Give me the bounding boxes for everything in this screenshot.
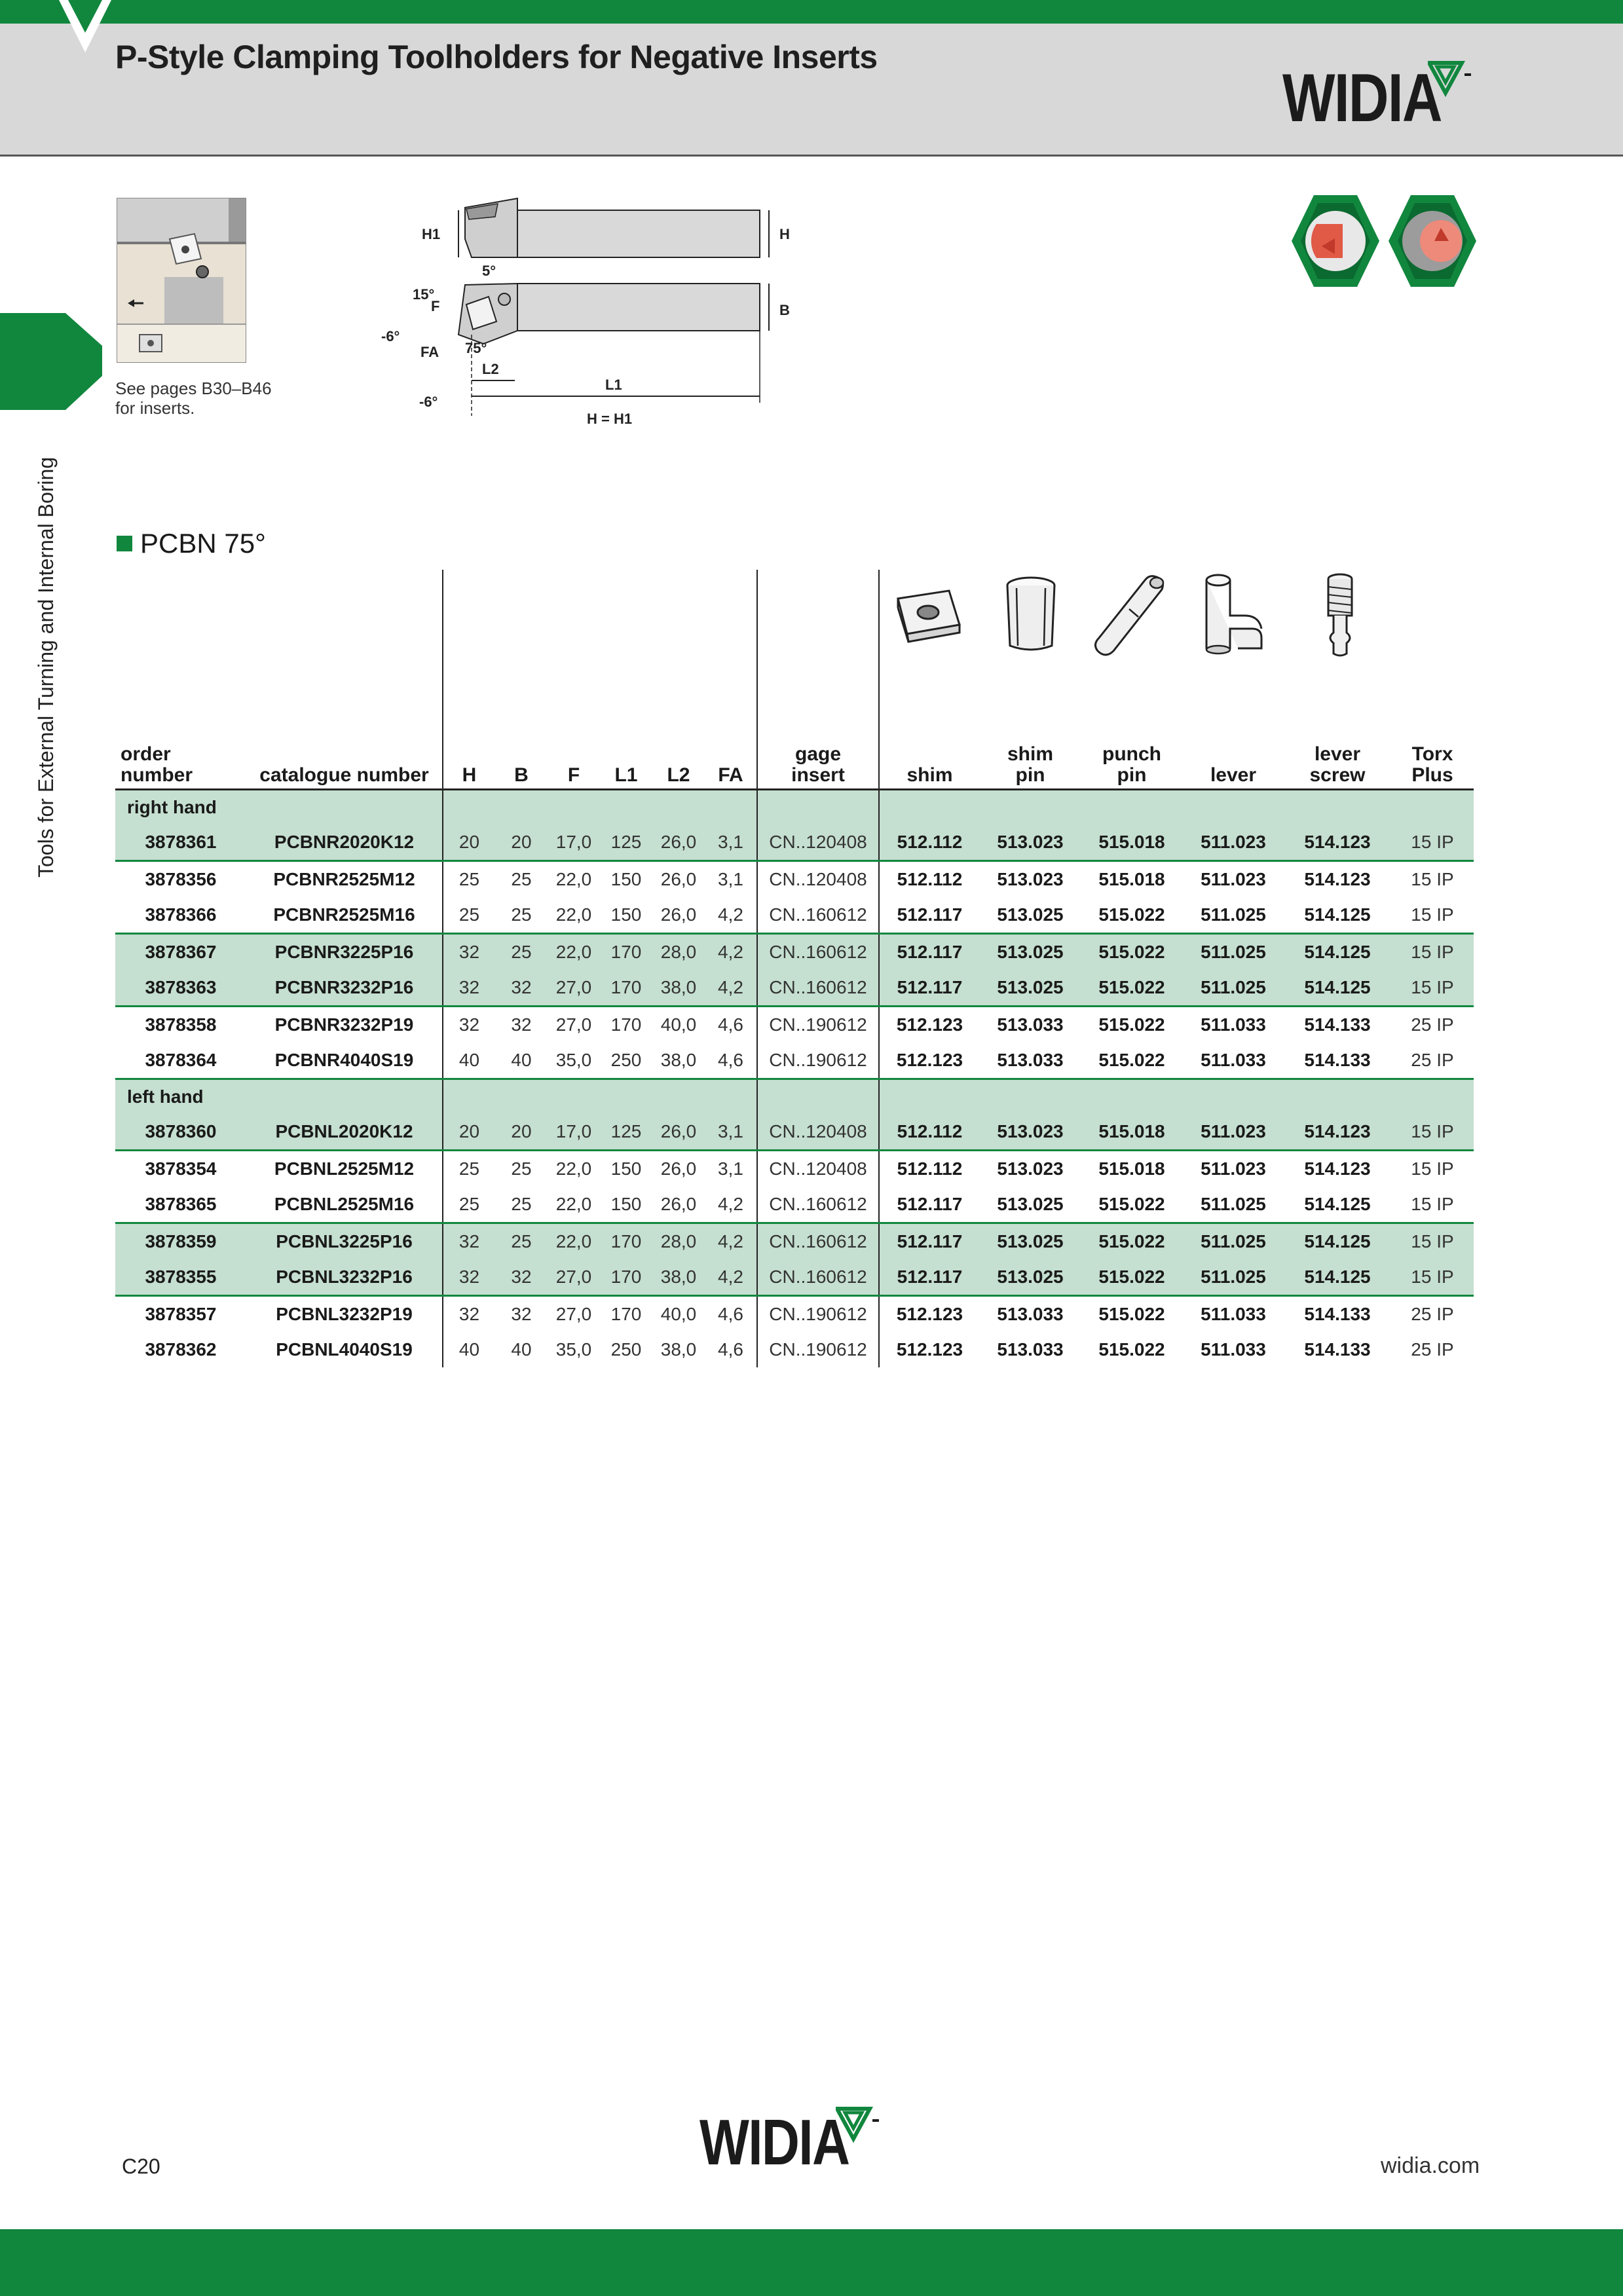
cell-order: 3878359	[115, 1223, 246, 1260]
section-title: PCBN 75°	[140, 528, 266, 559]
cell-H: 20	[443, 824, 495, 861]
cell-lever-screw: 514.123	[1284, 1151, 1391, 1187]
cell-shim: 512.117	[879, 897, 980, 934]
cell-order: 3878357	[115, 1296, 246, 1333]
cell-F: 17,0	[548, 1114, 600, 1151]
group-label: left hand	[115, 1079, 246, 1115]
col-catalogue-number: catalogue number	[246, 570, 443, 790]
cell-punch-pin: 515.018	[1081, 1151, 1183, 1187]
gray-material-icon	[1389, 195, 1476, 287]
cell-punch-pin: 515.022	[1081, 970, 1183, 1007]
material-icons	[1290, 191, 1480, 296]
cell-lever-screw: 514.125	[1304, 1194, 1371, 1214]
cell-L2: 38,0	[652, 970, 705, 1007]
widia-triangle-icon	[1428, 59, 1474, 98]
cell-gage: CN..160612	[757, 970, 879, 1007]
cell-H: 25	[443, 897, 495, 934]
cell-lever-screw: 514.125	[1284, 970, 1391, 1007]
col-shim-pin: shim pin	[980, 570, 1081, 790]
cell-shim-pin: 513.033	[997, 1050, 1064, 1070]
cell-L1: 250	[610, 1050, 642, 1070]
cell-L2: 38,0	[660, 1339, 697, 1360]
cell-catalogue: PCBNR2020K12	[246, 824, 443, 861]
cell-shim-pin: 513.033	[980, 1296, 1081, 1333]
table-group-row	[115, 1079, 1474, 1115]
group-label: right hand	[115, 790, 246, 825]
cell-catalogue: PCBNR4040S19	[274, 1050, 414, 1070]
cell-FA: 4,2	[718, 904, 743, 925]
cell-punch-pin: 515.022	[1081, 1223, 1183, 1260]
cell-lever: 511.023	[1183, 861, 1284, 898]
cell-catalogue: PCBNL2525M16	[274, 1194, 415, 1214]
cell-gage: CN..160612	[757, 1259, 879, 1296]
lever-screw-icon	[1314, 570, 1366, 661]
cell-lever-screw: 514.133	[1304, 1050, 1371, 1070]
cell-F: 35,0	[555, 1050, 592, 1070]
cell-lever-screw: 514.133	[1284, 1007, 1391, 1043]
cell-F: 35,0	[555, 1339, 592, 1360]
cell-torx: 15 IP	[1391, 861, 1474, 898]
table-row	[115, 934, 1474, 971]
cell-torx: 25 IP	[1391, 1007, 1474, 1043]
dim-l1: L1	[605, 377, 622, 393]
section-bullet-icon	[117, 536, 132, 551]
cell-FA: 4,6	[705, 1296, 757, 1333]
col-h: H	[443, 570, 495, 790]
cell-catalogue: PCBNR3225P16	[246, 934, 443, 971]
table-row	[115, 861, 1474, 898]
cell-B: 20	[495, 824, 548, 861]
col-torx-plus: Torx Plus	[1391, 570, 1474, 790]
cell-L1: 170	[600, 1296, 652, 1333]
cell-shim-pin: 513.023	[980, 1114, 1081, 1151]
lever-icon	[1196, 570, 1275, 661]
cell-order: 3878354	[115, 1151, 246, 1187]
cell-torx: 15 IP	[1391, 1259, 1474, 1296]
cell-FA: 4,6	[718, 1339, 743, 1360]
cell-shim-pin: 513.023	[980, 861, 1081, 898]
cell-L1: 125	[600, 824, 652, 861]
cell-punch-pin: 515.022	[1098, 1339, 1165, 1360]
cell-H: 32	[443, 1007, 495, 1043]
cell-FA: 3,1	[705, 861, 757, 898]
cell-H: 32	[443, 934, 495, 971]
cell-B: 32	[495, 970, 548, 1007]
footer-url[interactable]: widia.com	[1381, 2153, 1480, 2178]
cell-B: 32	[495, 1007, 548, 1043]
cell-FA: 4,2	[718, 1194, 743, 1214]
spec-table	[115, 570, 1474, 1367]
cell-shim: 512.117	[879, 970, 980, 1007]
cell-gage: CN..120408	[757, 1151, 879, 1187]
table-row	[115, 824, 1474, 861]
cell-gage: CN..190612	[757, 1332, 879, 1367]
note-line-1: See pages B30–B46	[115, 379, 272, 398]
cell-L1: 170	[600, 970, 652, 1007]
dim-relation: H = H1	[587, 411, 633, 427]
cell-shim-pin: 513.025	[980, 934, 1081, 971]
bottom-green-bar	[0, 2229, 1623, 2296]
cell-lever-screw: 514.125	[1284, 1223, 1391, 1260]
cell-F: 27,0	[548, 1007, 600, 1043]
cell-shim-pin: 513.023	[980, 824, 1081, 861]
cell-shim-pin: 513.025	[980, 1259, 1081, 1296]
cell-lever: 511.025	[1183, 934, 1284, 971]
cell-B: 25	[511, 904, 532, 925]
cell-F: 22,0	[555, 904, 592, 925]
cell-shim-pin: 513.023	[980, 1151, 1081, 1187]
cell-catalogue: PCBNL2525M12	[246, 1151, 443, 1187]
cell-B: 25	[495, 934, 548, 971]
cell-gage: CN..120408	[757, 1114, 879, 1151]
table-row	[115, 1151, 1474, 1187]
cell-H: 20	[443, 1114, 495, 1151]
cell-lever-screw: 514.123	[1284, 861, 1391, 898]
dim-f: F	[431, 298, 440, 314]
cell-B: 32	[495, 1296, 548, 1333]
cell-L2: 26,0	[660, 904, 697, 925]
cell-shim: 512.117	[879, 1223, 980, 1260]
cell-L2: 38,0	[652, 1259, 705, 1296]
cell-shim-pin: 513.025	[980, 1223, 1081, 1260]
cell-F: 22,0	[555, 1194, 592, 1214]
cell-lever: 511.033	[1183, 1007, 1284, 1043]
cell-L2: 40,0	[652, 1007, 705, 1043]
cell-gage: CN..190612	[757, 1043, 879, 1079]
cell-torx: 25 IP	[1391, 1296, 1474, 1333]
cell-punch-pin: 515.022	[1098, 904, 1165, 925]
cell-L1: 170	[600, 1223, 652, 1260]
cell-L1: 125	[600, 1114, 652, 1151]
cell-punch-pin: 515.022	[1081, 1296, 1183, 1333]
cell-L1: 250	[610, 1339, 642, 1360]
cell-H: 25	[443, 1151, 495, 1187]
cell-F: 27,0	[548, 1259, 600, 1296]
cell-F: 22,0	[548, 1151, 600, 1187]
cell-shim: 512.112	[879, 1114, 980, 1151]
angle-neg6-top: -6°	[381, 328, 400, 344]
col-gage-insert: gage insert	[757, 570, 879, 790]
cell-B: 25	[495, 1223, 548, 1260]
col-l1: L1	[600, 570, 652, 790]
cell-L1: 150	[610, 904, 642, 925]
cell-H: 32	[443, 970, 495, 1007]
logo-wordmark-footer: WIDIA	[700, 2106, 849, 2178]
cell-FA: 3,1	[705, 1151, 757, 1187]
cell-L1: 150	[600, 861, 652, 898]
cell-shim-pin: 513.025	[997, 904, 1064, 925]
section-side-tab	[0, 313, 102, 410]
col-f: F	[548, 570, 600, 790]
shim-pin-icon	[998, 572, 1064, 657]
cell-F: 27,0	[548, 970, 600, 1007]
cell-F: 27,0	[548, 1296, 600, 1333]
cell-H: 32	[443, 1259, 495, 1296]
cell-L2: 26,0	[660, 1194, 697, 1214]
cell-shim-pin: 513.025	[980, 970, 1081, 1007]
col-lever: lever	[1183, 570, 1284, 790]
cell-torx: 25 IP	[1411, 1050, 1454, 1070]
cell-L1: 170	[600, 1259, 652, 1296]
cell-lever: 511.033	[1201, 1050, 1266, 1070]
cell-B: 25	[511, 1194, 532, 1214]
col-b: B	[495, 570, 548, 790]
cell-lever-screw: 514.133	[1304, 1339, 1371, 1360]
cell-lever-screw: 514.125	[1284, 1259, 1391, 1296]
cell-lever: 511.025	[1183, 1259, 1284, 1296]
col-order-number: order number	[115, 570, 246, 790]
cell-F: 22,0	[548, 1223, 600, 1260]
cell-shim: 512.123	[879, 1007, 980, 1043]
cell-L2: 28,0	[652, 1223, 705, 1260]
cell-L2: 26,0	[652, 1114, 705, 1151]
inserts-reference-note	[115, 379, 272, 418]
cell-lever-screw: 514.133	[1284, 1296, 1391, 1333]
dim-h1: H1	[422, 226, 441, 242]
cell-FA: 4,2	[705, 1223, 757, 1260]
cell-order: 3878363	[115, 970, 246, 1007]
cell-B: 32	[495, 1259, 548, 1296]
table-row	[115, 1296, 1474, 1333]
cell-punch-pin: 515.022	[1098, 1194, 1165, 1214]
table-row	[115, 970, 1474, 1007]
cell-B: 25	[495, 1151, 548, 1187]
cell-H: 40	[443, 1043, 495, 1079]
table-group-row	[115, 790, 1474, 825]
table-row	[115, 897, 1474, 934]
cell-L1: 170	[600, 1007, 652, 1043]
cell-torx: 15 IP	[1391, 970, 1474, 1007]
cell-F: 22,0	[548, 934, 600, 971]
cell-lever-screw: 514.125	[1304, 904, 1371, 925]
cell-lever-screw: 514.125	[1284, 934, 1391, 971]
cell-B: 20	[495, 1114, 548, 1151]
punch-pin-icon	[1090, 570, 1175, 661]
cell-L1: 150	[610, 1194, 642, 1214]
cell-shim-pin: 513.033	[980, 1007, 1081, 1043]
cell-B: 25	[495, 861, 548, 898]
cell-lever: 511.025	[1183, 1223, 1284, 1260]
cell-punch-pin: 515.022	[1098, 1050, 1165, 1070]
cell-H: 32	[443, 1296, 495, 1333]
cell-punch-pin: 515.018	[1081, 1114, 1183, 1151]
shim-icon	[889, 579, 967, 651]
angle-15: 15°	[413, 286, 435, 303]
cell-punch-pin: 515.022	[1081, 934, 1183, 971]
red-material-icon	[1292, 195, 1379, 287]
cell-lever: 511.033	[1183, 1296, 1284, 1333]
table-row	[115, 1043, 1474, 1079]
table-row	[115, 1187, 1474, 1223]
col-fa: FA	[705, 570, 757, 790]
cell-L2: 28,0	[652, 934, 705, 971]
cell-order: 3878356	[115, 861, 246, 898]
cell-order: 3878360	[115, 1114, 246, 1151]
cell-order: 3878358	[115, 1007, 246, 1043]
cell-punch-pin: 515.022	[1081, 1259, 1183, 1296]
cell-lever: 511.033	[1201, 1339, 1266, 1360]
cell-B: 40	[511, 1050, 532, 1070]
widia-logo	[1282, 60, 1476, 136]
cell-FA: 3,1	[705, 824, 757, 861]
cell-FA: 4,6	[718, 1050, 743, 1070]
cell-H: 25	[443, 861, 495, 898]
cell-L2: 26,0	[652, 1151, 705, 1187]
table-body	[115, 790, 1474, 1368]
cell-gage: CN..160612	[757, 1187, 879, 1223]
cell-B: 40	[511, 1339, 532, 1360]
cell-shim: 512.117	[879, 1187, 980, 1223]
cell-shim: 512.112	[879, 824, 980, 861]
angle-75: 75°	[465, 340, 487, 356]
cell-order: 3878367	[115, 934, 246, 971]
table-row	[115, 1007, 1474, 1043]
table-row	[115, 1332, 1474, 1367]
cell-order: 3878366	[145, 904, 217, 925]
cell-catalogue: PCBNR3232P19	[246, 1007, 443, 1043]
dim-b: B	[779, 302, 790, 318]
widia-triangle-icon	[836, 2105, 882, 2144]
cell-lever: 511.025	[1201, 904, 1266, 925]
cell-catalogue: PCBNL3225P16	[246, 1223, 443, 1260]
cell-gage: CN..190612	[757, 1296, 879, 1333]
cell-FA: 4,2	[705, 934, 757, 971]
cell-L2: 40,0	[652, 1296, 705, 1333]
cell-catalogue: PCBNR2525M16	[273, 904, 415, 925]
corner-notch-icon	[0, 0, 111, 59]
cell-F: 22,0	[548, 861, 600, 898]
cell-FA: 4,2	[705, 1259, 757, 1296]
angle-5: 5°	[482, 263, 496, 279]
cell-torx: 15 IP	[1391, 824, 1474, 861]
logo-wordmark: WIDIA	[1282, 60, 1442, 136]
cell-torx: 15 IP	[1411, 1194, 1454, 1214]
cell-torx: 15 IP	[1391, 934, 1474, 971]
table-row	[115, 1114, 1474, 1151]
cell-shim: 512.123	[879, 1043, 980, 1079]
side-label: Tools for External Turning and Internal Boring	[34, 456, 58, 878]
cell-torx: 15 IP	[1391, 1114, 1474, 1151]
cell-torx: 15 IP	[1391, 1223, 1474, 1260]
cell-lever-screw: 514.123	[1284, 824, 1391, 861]
cell-catalogue: PCBNL3232P16	[246, 1259, 443, 1296]
cell-torx: 15 IP	[1391, 1151, 1474, 1187]
cell-L2: 26,0	[652, 824, 705, 861]
cell-shim: 512.117	[879, 934, 980, 971]
cell-torx: 15 IP	[1411, 904, 1454, 925]
cell-FA: 4,6	[705, 1007, 757, 1043]
table-row	[115, 1223, 1474, 1260]
page-title: P-Style Clamping Toolholders for Negative Inserts	[115, 39, 878, 75]
cell-H: 40	[443, 1332, 495, 1367]
cell-catalogue: PCBNL4040S19	[276, 1339, 413, 1360]
cell-lever: 511.023	[1183, 1151, 1284, 1187]
dim-l2: L2	[482, 361, 499, 377]
cell-order: 3878362	[145, 1339, 217, 1360]
cell-shim: 512.117	[879, 1259, 980, 1296]
cell-gage: CN..190612	[757, 1007, 879, 1043]
cell-shim: 512.123	[879, 1296, 980, 1333]
cell-shim: 512.123	[879, 1332, 980, 1367]
col-punch-pin: punch pin	[1081, 570, 1183, 790]
cell-punch-pin: 515.018	[1081, 824, 1183, 861]
dim-fa: FA	[420, 344, 439, 360]
angle-neg6-bottom: -6°	[419, 394, 438, 410]
cell-gage: CN..120408	[757, 861, 879, 898]
cell-punch-pin: 515.022	[1081, 1007, 1183, 1043]
cell-shim: 512.112	[879, 861, 980, 898]
cell-H: 32	[443, 1223, 495, 1260]
cell-FA: 4,2	[705, 970, 757, 1007]
cell-order: 3878361	[115, 824, 246, 861]
cell-shim-pin: 513.033	[997, 1339, 1064, 1360]
cell-catalogue: PCBNL2020K12	[246, 1114, 443, 1151]
cell-H: 25	[443, 1187, 495, 1223]
col-shim: shim	[879, 570, 980, 790]
top-green-bar	[0, 0, 1623, 24]
cell-gage: CN..160612	[757, 934, 879, 971]
cell-lever: 511.023	[1183, 1114, 1284, 1151]
cell-lever: 511.025	[1183, 970, 1284, 1007]
cell-catalogue: PCBNL3232P19	[246, 1296, 443, 1333]
cell-catalogue: PCBNR3232P16	[246, 970, 443, 1007]
cell-torx: 25 IP	[1411, 1339, 1454, 1360]
cell-F: 17,0	[548, 824, 600, 861]
cell-FA: 3,1	[705, 1114, 757, 1151]
cell-punch-pin: 515.018	[1081, 861, 1183, 898]
cell-gage: CN..120408	[757, 824, 879, 861]
cell-shim-pin: 513.025	[997, 1194, 1064, 1214]
note-line-2: for inserts.	[115, 398, 195, 418]
widia-logo-footer	[700, 2106, 882, 2178]
cell-order: 3878365	[145, 1194, 217, 1214]
cell-catalogue: PCBNR2525M12	[246, 861, 443, 898]
col-lever-screw: lever screw	[1284, 570, 1391, 790]
toolholder-dimension-drawing	[367, 187, 812, 435]
section-heading	[117, 528, 266, 559]
table-row	[115, 1259, 1474, 1296]
cell-order: 3878364	[145, 1050, 217, 1070]
cell-L2: 26,0	[652, 861, 705, 898]
dim-h: H	[779, 226, 790, 242]
col-l2: L2	[652, 570, 705, 790]
cell-gage: CN..160612	[757, 897, 879, 934]
cell-lever-screw: 514.123	[1284, 1114, 1391, 1151]
page-number: C20	[122, 2155, 160, 2178]
cell-lever: 511.025	[1201, 1194, 1266, 1214]
cell-L1: 170	[600, 934, 652, 971]
cell-gage: CN..160612	[757, 1223, 879, 1260]
cell-shim: 512.112	[879, 1151, 980, 1187]
cell-lever: 511.023	[1183, 824, 1284, 861]
cell-order: 3878355	[115, 1259, 246, 1296]
cell-L2: 38,0	[660, 1050, 697, 1070]
toolholder-photo	[117, 198, 246, 363]
cell-L1: 150	[600, 1151, 652, 1187]
